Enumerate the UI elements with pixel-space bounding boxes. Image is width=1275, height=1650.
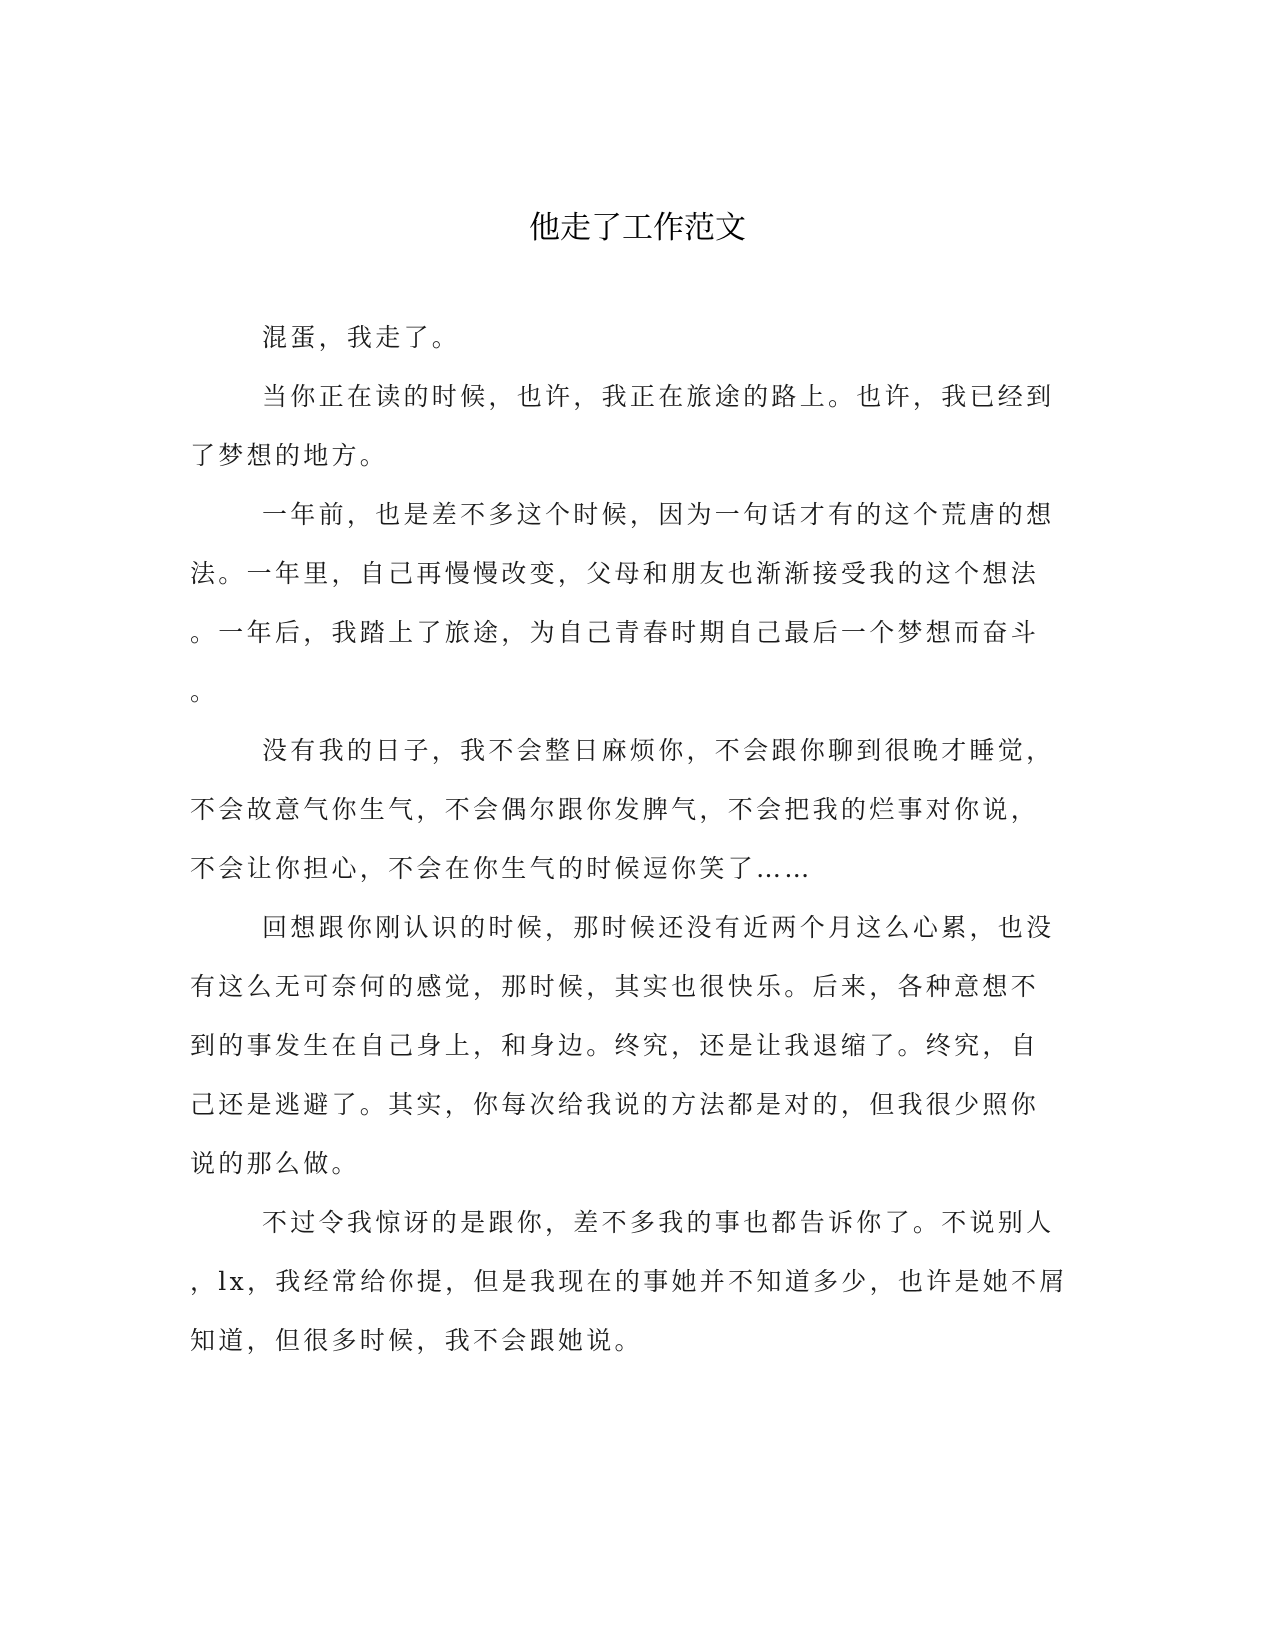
paragraph-line: 了梦想的地方。 xyxy=(190,441,389,470)
paragraph-line: 法。一年里，自己再慢慢改变，父母和朋友也渐渐接受我的这个想法 xyxy=(190,559,1040,588)
paragraph-line: 知道，但很多时候，我不会跟她说。 xyxy=(190,1326,643,1355)
paragraph-line: 当你正在读的时候，也许，我正在旅途的路上。也许，我已经到 xyxy=(262,382,1055,411)
paragraph-line: 没有我的日子，我不会整日麻烦你，不会跟你聊到很晚才睡觉， xyxy=(262,736,1055,765)
paragraph-line: ，lx，我经常给你提，但是我现在的事她并不知道多少，也许是她不屑 xyxy=(190,1267,1068,1296)
paragraph-line: 不过令我惊讶的是跟你，差不多我的事也都告诉你了。不说别人 xyxy=(262,1208,1055,1237)
paragraph-line: 己还是逃避了。其实，你每次给我说的方法都是对的，但我很少照你 xyxy=(190,1090,1040,1119)
paragraph-line: 回想跟你刚认识的时候，那时候还没有近两个月这么心累，也没 xyxy=(262,913,1055,942)
paragraph-line: 到的事发生在自己身上，和身边。终究，还是让我退缩了。终究，自 xyxy=(190,1031,1040,1060)
paragraph-line: 不会故意气你生气，不会偶尔跟你发脾气，不会把我的烂事对你说， xyxy=(190,795,1040,824)
paragraph-line: 有这么无可奈何的感觉，那时候，其实也很快乐。后来，各种意想不 xyxy=(190,972,1040,1001)
paragraph-line: 。 xyxy=(190,677,219,706)
paragraph-line: 不会让你担心，不会在你生气的时候逗你笑了…… xyxy=(190,854,813,883)
document-title: 他走了工作范文 xyxy=(529,210,746,246)
paragraph-line: 混蛋，我走了。 xyxy=(262,323,461,352)
paragraph-line: 一年前，也是差不多这个时候，因为一句话才有的这个荒唐的想 xyxy=(262,500,1055,529)
paragraph-line: 说的那么做。 xyxy=(190,1149,360,1178)
paragraph-line: 。一年后，我踏上了旅途，为自己青春时期自己最后一个梦想而奋斗 xyxy=(190,618,1040,647)
